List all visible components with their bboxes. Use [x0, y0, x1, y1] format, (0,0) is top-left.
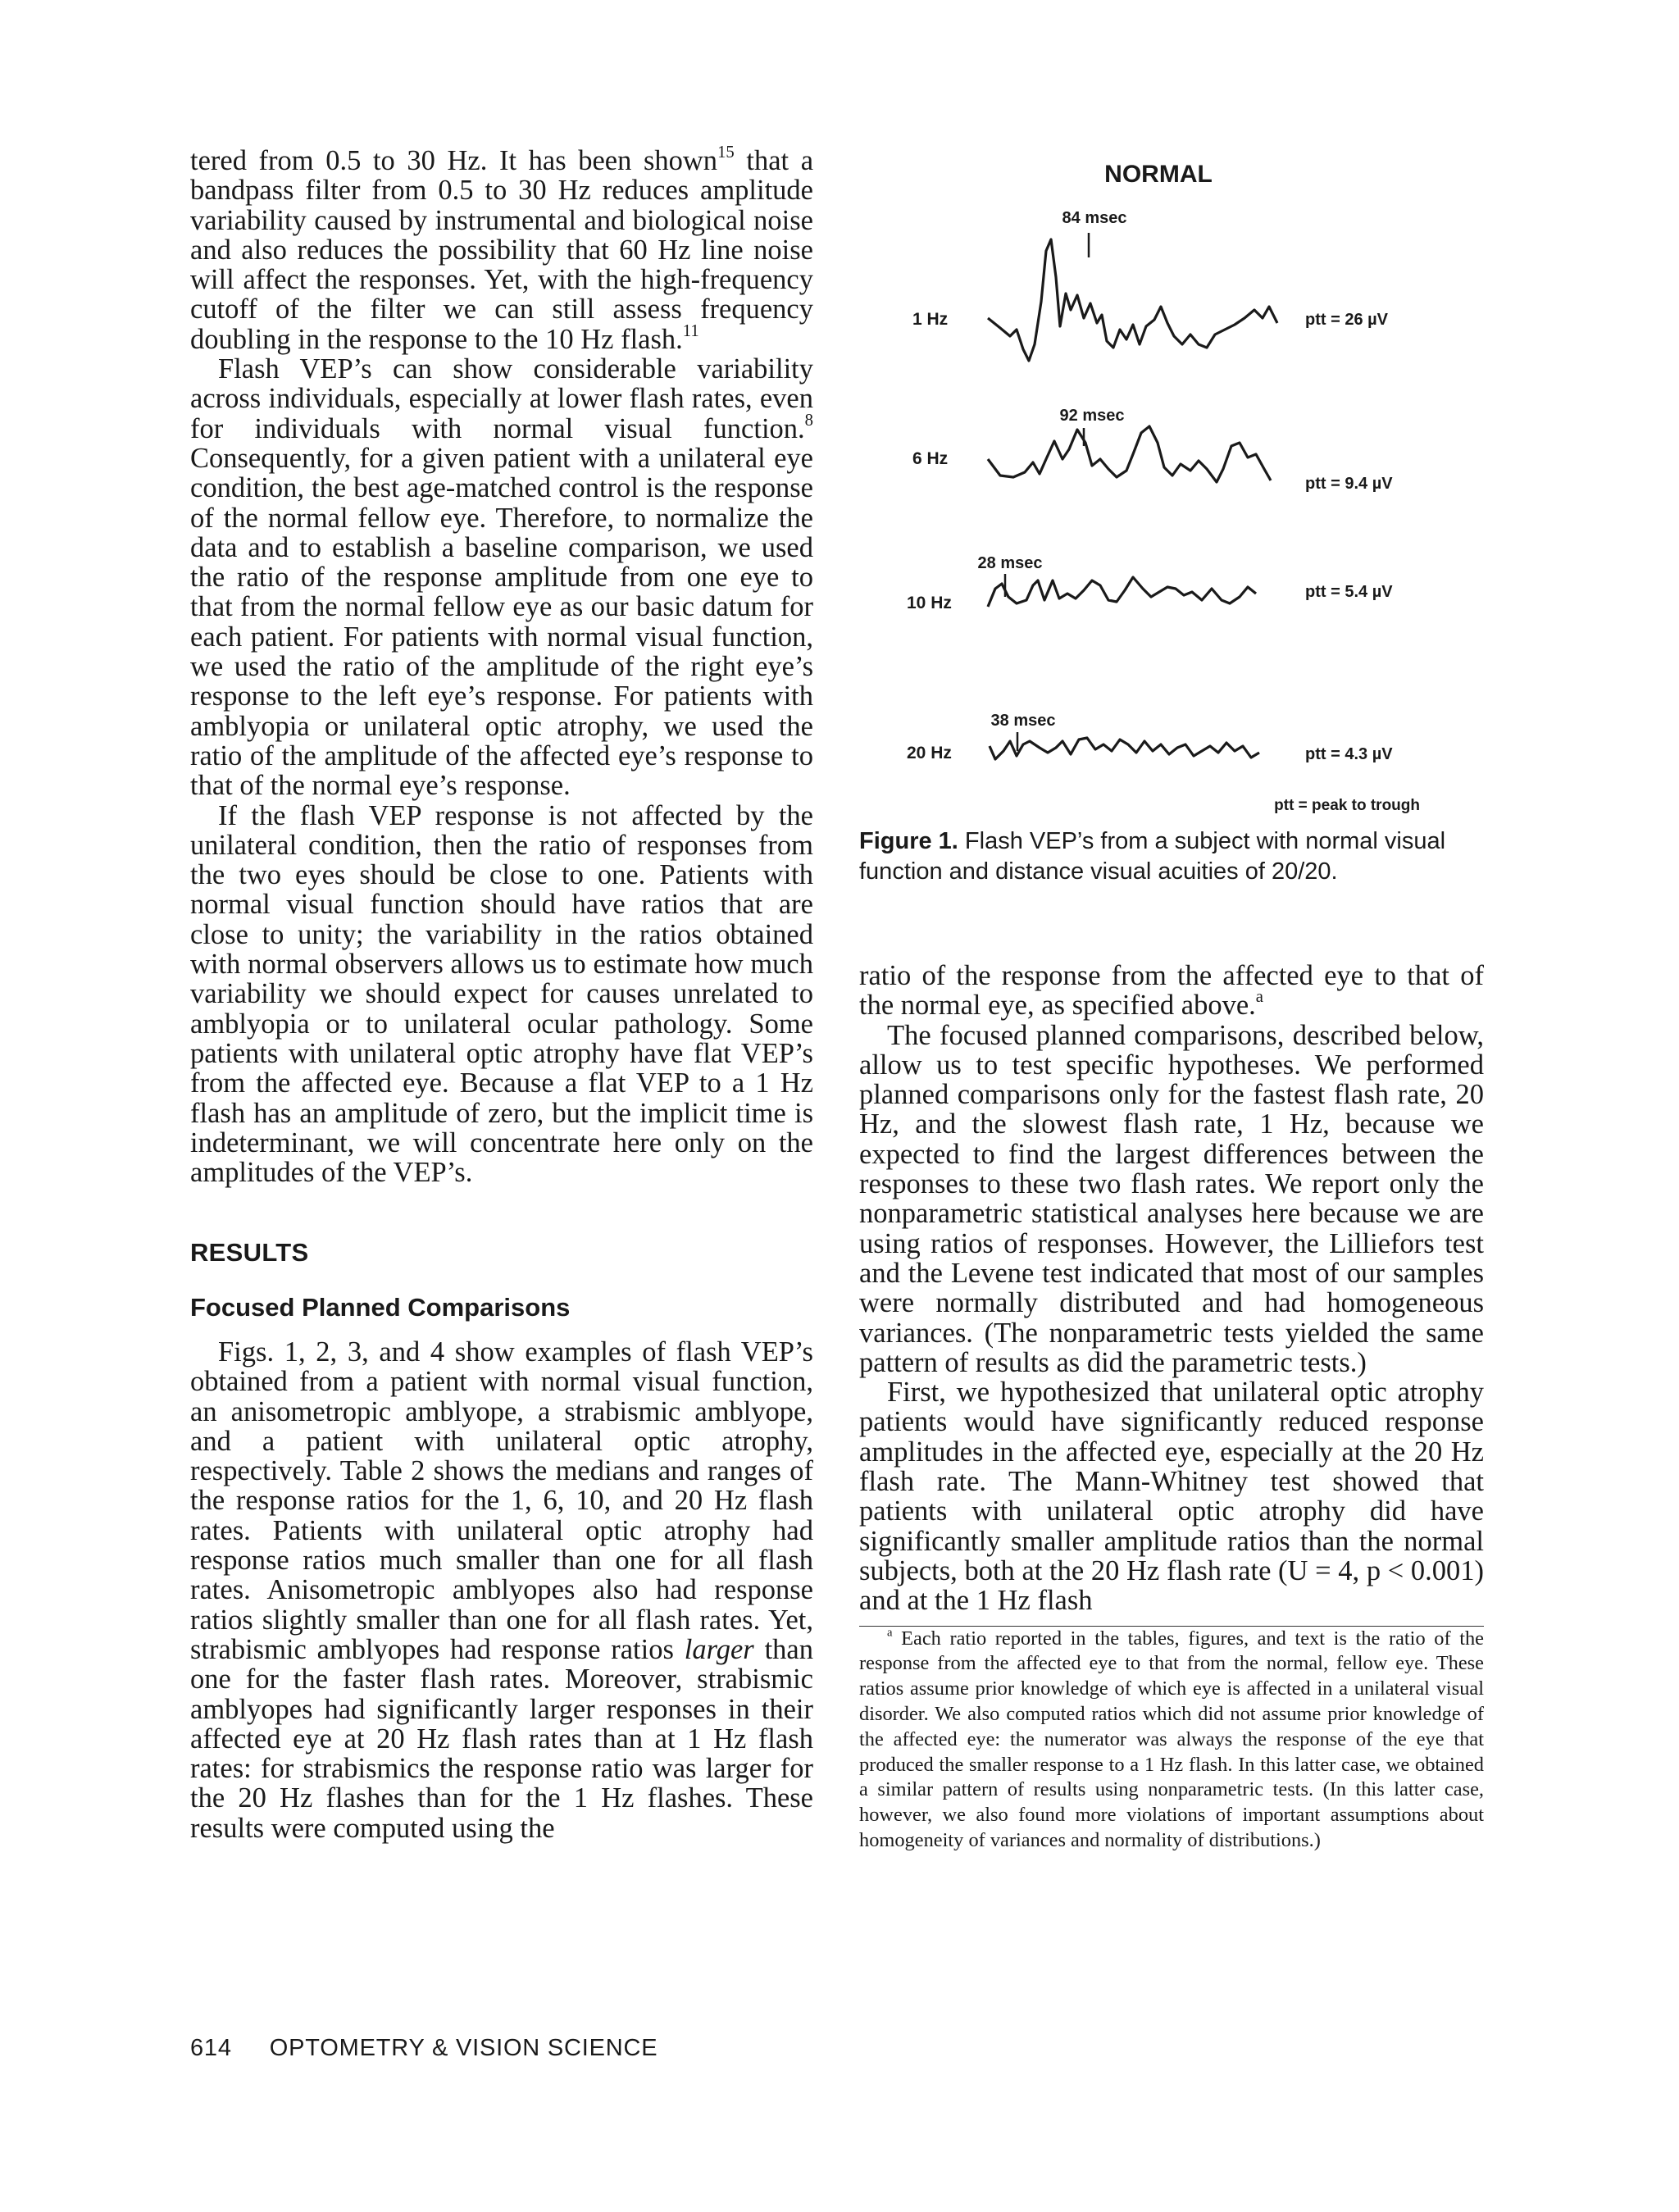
- paragraph: If the flash VEP response is not affected by the unilateral condition, then the ratio of responses from the two eyes should be close to one. Patients with normal visual function should have ratios that are close to unity; the variability in the ratios obtained with normal observers allows us to estimate how much variability we should expect for causes unrelated to amblyopia or to unilateral ocular pathology. Some patients with unilateral optic atrophy have flat VEP’s from the affected eye. Because a flat VEP to a 1 Hz flash has an amplitude of zero, but the implicit time is indeterminant, we will concentrate here only on the amplitudes of the VEP’s.: [190, 799, 813, 1189]
- paragraph: Flash VEP’s can show considerable variability across individuals, especially at lower flash rates, even for individuals with normal visual function.$^8$ Consequently, for a given patient with a unilateral eye condition, the best age-matched control is the response of the normal fellow eye. Therefore, to normalize the data and to establish a baseline comparison, we used the ratio of the response amplitude from one eye to that from the normal fellow eye as our basic datum for each patient. For patients with normal visual function, we used the ratio of the amplitude of the right eye’s response to the left eye’s response. For patients with amblyopia or unilateral optic atrophy, we used the ratio of the amplitude of the affected eye’s response to that of the normal eye’s response.: [190, 353, 813, 802]
- vep-traces: [885, 154, 1492, 826]
- trace-ptt: ptt = 26 µV: [1305, 311, 1388, 329]
- trace-rate: 10 Hz: [907, 594, 952, 612]
- paragraph: ratio of the response from the affected eye to that of the normal eye, as specified above.$^a$: [859, 960, 1484, 1022]
- trace-latency: 28 msec: [977, 554, 1043, 572]
- trace-latency: 92 msec: [1059, 407, 1125, 425]
- figure-title: NORMAL: [1104, 161, 1213, 188]
- trace-ptt: ptt = 9.4 µV: [1305, 475, 1393, 493]
- left-column: [190, 143, 814, 1844]
- trace-ptt: ptt = 5.4 µV: [1305, 583, 1393, 601]
- paragraph: First, we hypothesized that unilateral optic atrophy patients would have significantly reduced response amplitudes in the affected eye, especially at the 20 Hz flash rate. The Mann-Whitney test showed that patients with unilateral optic atrophy did have significantly smaller amplitude ratios than the normal subjects, both at the 20 Hz flash rate (U = 4, p < 0.001) and at the 1 Hz flash: [859, 1377, 1484, 1617]
- subsection-heading: Focused Planned Comparisons: [190, 1292, 571, 1322]
- trace-10hz: [988, 577, 1256, 607]
- footnote: $^a$ Each ratio reported in the tables, figures, and text is the ratio of the response from the affected eye to that from the normal, fellow eye. These ratios assume prior knowledge of which eye is affected in a unilateral visual disorder. We also computed ratios which did not assume prior knowledge of the affected eye: the numerator was always the response of the eye that produced the smaller response to a 1 Hz flash. In this latter case, we obtained a similar pattern of results using nonparametric tests. (In this latter case, however, we also found more violations of important assumptions about homogeneity of variances and normality of distributions.): [859, 1626, 1484, 1851]
- figure-1: [885, 154, 1492, 859]
- paragraph: The focused planned comparisons, described below, allow us to test specific hypotheses. We performed planned comparisons only for the fastest flash rate, 20 Hz, and the slowest flash rate, 1 Hz, because we expected to find the largest differences between the responses to these two flash rates. We report only the nonparametric statistical analyses here because we are using ratios of responses. However, the Lilliefors test and the Levene test indicated that most of our samples were normally distributed and had homogeneous variances. (The nonparametric tests yielded the same pattern of results as did the parametric tests.): [859, 1019, 1484, 1378]
- figure-caption: Figure 1. Flash VEP’s from a subject with normal visual function and distance visual acuities of 20/20.: [859, 828, 1446, 885]
- trace-ptt: ptt = 4.3 µV: [1305, 745, 1393, 763]
- trace-1hz: [988, 239, 1277, 361]
- trace-20hz: [990, 738, 1259, 759]
- legend-note: ptt = peak to trough: [1274, 797, 1420, 814]
- trace-latency: 38 msec: [990, 712, 1056, 730]
- page-footer: [190, 2035, 657, 2062]
- journal-name: OPTOMETRY & VISION SCIENCE: [269, 2035, 658, 2061]
- page-number: 614: [190, 2035, 232, 2061]
- trace-rate: 6 Hz: [912, 449, 949, 468]
- trace-rate: 1 Hz: [912, 310, 949, 329]
- trace-latency: 84 msec: [1062, 209, 1127, 227]
- trace-rate: 20 Hz: [907, 744, 952, 762]
- right-column: [859, 961, 1484, 1854]
- paragraph: tered from 0.5 to 30 Hz. It has been shown$^{15}$ that a bandpass filter from 0.5 to 30 Hz reduces amplitude variability caused by instrumental and biological noise and also reduces the possibility that 60 Hz line noise will affect the responses. Yet, with the high-frequency cutoff of the filter we can still assess frequency doubling in the response to the 10 Hz flash.$^{11}$: [190, 143, 814, 355]
- section-heading-results: RESULTS: [190, 1238, 309, 1268]
- trace-6hz: [988, 426, 1271, 482]
- paragraph: Figs. 1, 2, 3, and 4 show examples of flash VEP’s obtained from a patient with normal visual function, an anisometropic amblyope, a strabismic amblyope, and a patient with unilateral optic atrophy, respectively. Table 2 shows the medians and ranges of the response ratios for the 1, 6, 10, and 20 Hz flash rates. Patients with unilateral optic atrophy had response ratios much smaller than one for all flash rates. Anisometropic amblyopes also had response ratios slightly smaller than one for all flash rates. Yet, strabismic amblyopes had response ratios larger than one for the faster flash rates. Moreover, strabismic amblyopes had significantly larger responses in their affected eye at 20 Hz flash rates than at 1 Hz flash rates: for strabismics the response ratio was larger for the 20 Hz flashes than for the 1 Hz flashes. These results were computed using the: [190, 1336, 813, 1844]
